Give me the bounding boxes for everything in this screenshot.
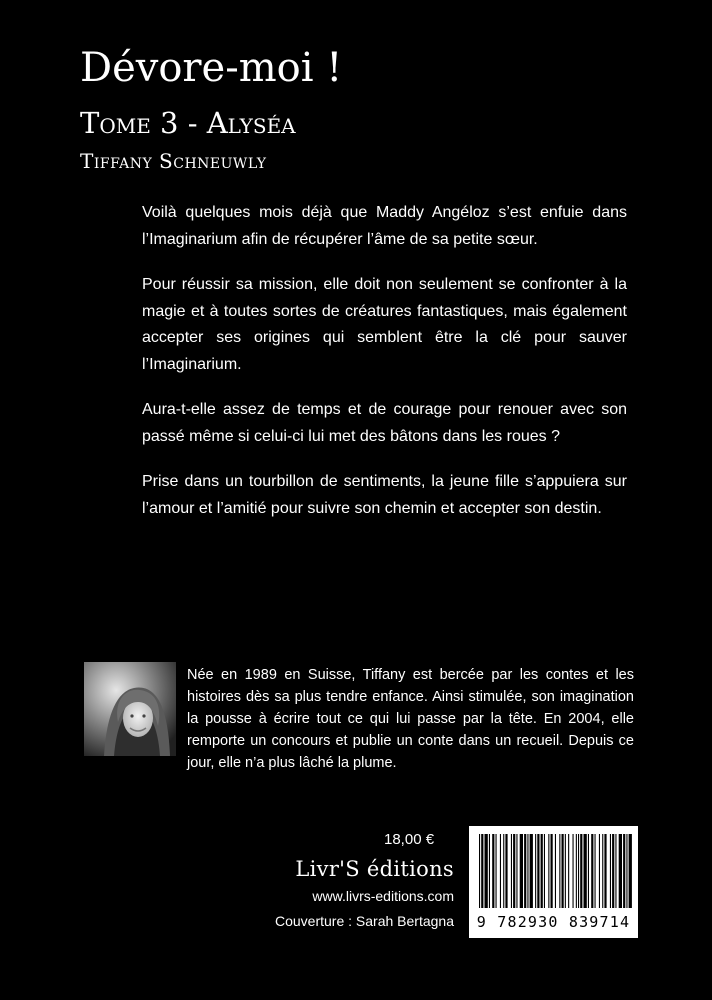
barcode-bar — [578, 834, 579, 908]
barcode-bar — [595, 834, 596, 908]
book-subtitle: Tome 3 - Alyséa — [80, 106, 296, 140]
barcode-bar — [489, 834, 490, 908]
blurb — [142, 200, 627, 541]
blurb-paragraph: Pour réussir sa mission, elle doit non seulement se confronter à la magie et à toutes sortes de créatures fantastiques, mais également accepter ses origines qui semblent être la clé pour sauver l’Imaginarium. — [142, 276, 627, 373]
book-author: Tiffany Schneuwly — [80, 149, 267, 173]
barcode-bar — [535, 834, 536, 908]
blurb-paragraph: Voilà quelques mois déjà que Maddy Angéloz s’est enfuie dans l’Imaginarium afin de récupérer l’âme de sa petite sœur. — [142, 204, 627, 248]
barcode-bar — [580, 834, 582, 908]
barcode-bar — [485, 834, 488, 908]
barcode-bar — [584, 834, 587, 908]
barcode-bar — [527, 834, 528, 908]
barcode-bar — [619, 834, 622, 908]
price: 18,00 € — [384, 831, 435, 848]
barcode-bar — [492, 834, 494, 908]
barcode-bar — [513, 834, 515, 908]
publisher-website: www.livrs-editions.com — [312, 888, 454, 904]
barcode-bar — [615, 834, 616, 908]
publisher-logo: Livr'S éditions — [295, 857, 454, 881]
barcode-bar — [565, 834, 566, 908]
author-portrait-icon — [84, 662, 176, 756]
barcode-bar — [511, 834, 512, 908]
barcode-bar — [562, 834, 564, 908]
blurb-paragraph: Prise dans un tourbillon de sentiments, la jeune fille s’appuiera sur l’amour et l’amitié pour suivre son chemin et accepter son destin. — [142, 473, 627, 517]
barcode-bar — [612, 834, 614, 908]
barcode-bar — [496, 834, 497, 908]
barcode-bar — [503, 834, 504, 908]
barcode-bar — [544, 834, 545, 908]
barcode-bar — [541, 834, 543, 908]
barcode-bar — [530, 834, 533, 908]
barcode — [469, 826, 638, 938]
barcode-bar — [599, 834, 600, 908]
barcode-bar — [500, 834, 501, 908]
barcode-bar — [479, 834, 480, 908]
barcode-bar — [516, 834, 517, 908]
barcode-bar — [555, 834, 556, 908]
barcode-bar — [568, 834, 569, 908]
barcode-bar — [537, 834, 539, 908]
barcode-bar — [559, 834, 560, 908]
author-photo — [84, 662, 176, 756]
barcode-bar — [604, 834, 606, 908]
barcode-bar — [520, 834, 523, 908]
barcode-bar — [548, 834, 549, 908]
barcode-bar — [524, 834, 526, 908]
barcode-bar — [551, 834, 553, 908]
barcode-bar — [505, 834, 507, 908]
barcode-bar — [629, 834, 632, 908]
barcode-bar — [573, 834, 574, 908]
barcode-bar — [591, 834, 593, 908]
author-bio: Née en 1989 en Suisse, Tiffany est bercée par les contes et les histoires dès sa plus tendre enfance. Ainsi stimulée, son imagination la pousse à écrire tout ce qui lui passe par la tête. En 2004, elle remporte un concours et publie un conte dans un recueil. Depuis ce jour, elle n’a plus lâché la plume. — [187, 667, 634, 771]
barcode-bar — [481, 834, 483, 908]
blurb-paragraph: Aura-t-elle assez de temps et de courage pour renouer avec son passé même si celui-ci lui met des bâtons dans les roues ? — [142, 401, 627, 445]
book-title: Dévore-moi ! — [80, 45, 343, 91]
barcode-bar — [602, 834, 603, 908]
barcode-bar — [610, 834, 611, 908]
barcode-bar — [588, 834, 589, 908]
barcode-bar — [623, 834, 625, 908]
barcode-bar — [626, 834, 627, 908]
isbn-number: 9 782930 839714 — [476, 913, 631, 931]
cover-credit: Couverture : Sarah Bertagna — [275, 913, 454, 929]
barcode-bar — [576, 834, 577, 908]
